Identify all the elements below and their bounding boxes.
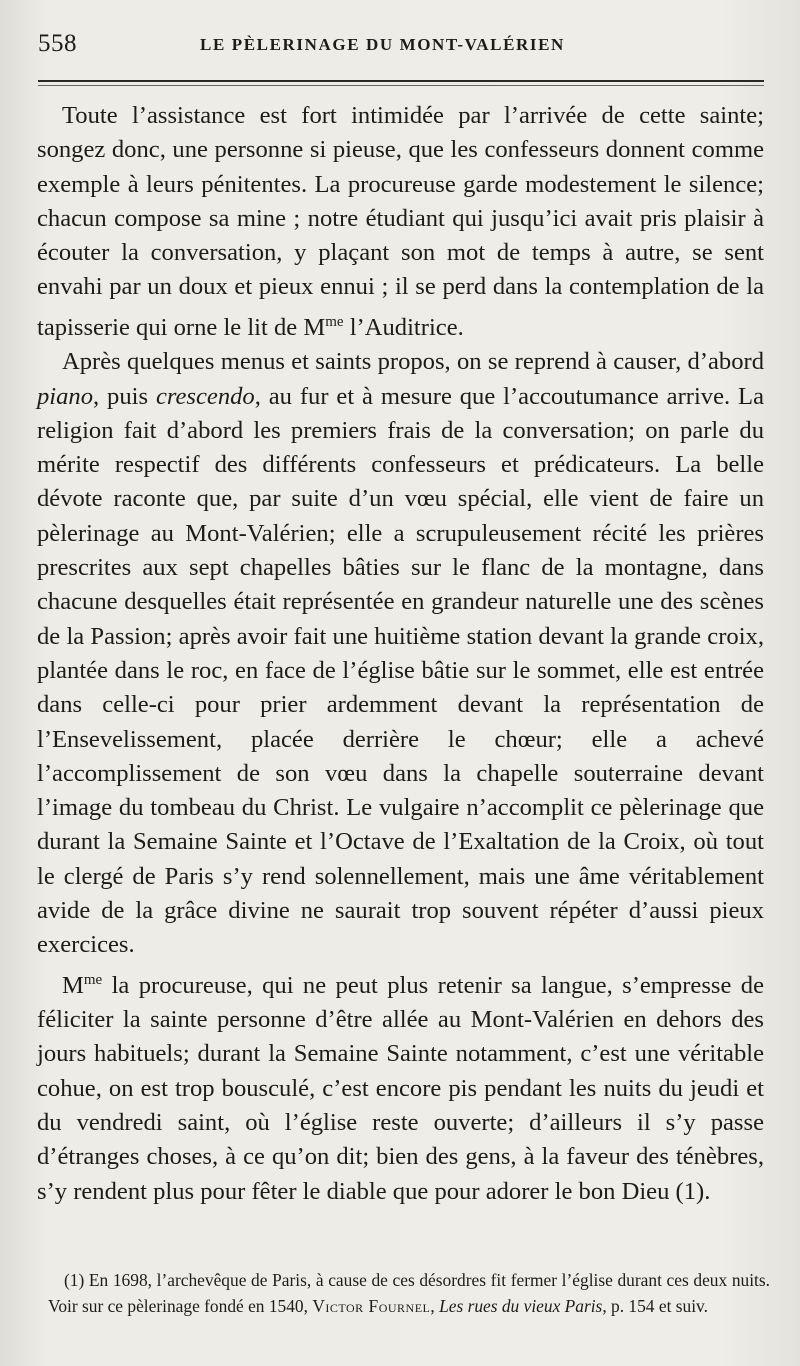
header-rule xyxy=(38,80,764,86)
mme-superscript: me xyxy=(83,971,103,988)
mme-abbreviation: M xyxy=(303,313,326,341)
mme-superscript: me xyxy=(325,313,344,330)
page-header xyxy=(38,30,760,70)
footnote-text-c: , p. 154 et suiv. xyxy=(602,1296,708,1316)
page-number: 558 xyxy=(38,30,77,57)
paragraph-2 xyxy=(37,345,764,962)
paragraph-2-text-c: , au fur et à mesure que l’accoutumance arrive. La religion fait d’abord les premiers frais de la conversation; on parle du mérite respectif des différents confesseurs et prédicateurs. La belle dévote raconte que, par suite d’un vœu spécial, elle vient de faire un pèlerinage au Mont-Valérien; elle a scrupuleusement récité les prières prescrites aux sept chapelles bâties sur le flanc de la montagne, dans chacune desquelles était représentée en grandeur naturelle une des scènes de la Passion; après avoir fait une huitième station devant la grande croix, plantée dans le roc, en face de l’église bâtie sur le sommet, elle est entrée dans celle-ci pour prier ardemment devant la représentation de l’Ensevelissement, placée derrière le chœur; elle a achevé l’accomplissement de son vœu dans la chapelle souterraine devant l’image du tombeau du Christ. Le vulgaire n’accomplit ce pèlerinage que durant la Semaine Sainte et l’Octave de l’Exaltation de la Croix, où tout le clergé de Paris s’y rend solennellement, mais une âme véritablement avide de la grâce divine ne saurait trop souvent répéter d’aussi pieux exercices. xyxy=(37,382,764,959)
footnote-text xyxy=(48,1267,770,1319)
paragraph-1-text: Toute l’assistance est fort intimidée par l’arrivée de cette sainte; songez donc, une personne si pieuse, que les confesseurs donnent comme exemple à leurs pénitentes. La procureuse garde modestement le silence; chacun compose sa mine ; notre étudiant qui jusqu’ici avait pris plaisir à écouter la conversation, y plaçant son mot de temps à autre, se sent envahi par un doux et pieux ennui ; il se perd dans la contemplation de la tapisserie qui orne le lit de xyxy=(37,102,764,341)
paragraph-2-text-b: , puis xyxy=(93,382,156,410)
footnote-book-title: Les rues du vieux Paris xyxy=(439,1296,603,1316)
paragraph-3 xyxy=(37,963,764,1209)
italic-piano: piano xyxy=(37,382,94,410)
body-text xyxy=(37,99,764,1209)
footnote xyxy=(48,1267,770,1319)
paragraph-1 xyxy=(37,99,764,345)
paragraph-1-end: l’Auditrice. xyxy=(343,313,464,341)
footnote-author: Victor Fournel xyxy=(312,1296,431,1316)
paragraph-2-text-a: Après quelques menus et saints propos, on se reprend à causer, d’abord xyxy=(62,348,764,376)
footnote-text-b: , xyxy=(430,1296,440,1316)
running-title: LE PÈLERINAGE DU MONT-VALÉRIEN xyxy=(200,35,565,54)
paragraph-3-text: la procureuse, qui ne peut plus retenir sa langue, s’empresse de féliciter la sainte personne d’être allée au Mont-Valérien en dehors des jours habituels; durant la Semaine Sainte notamment, c’est une véritable cohue, on est trop bousculé, c’est encore pis pendant les nuits du jeudi et du vendredi saint, où l’église reste ouverte; d’ailleurs il s’y passe d’étranges choses, à ce qu’on dit; bien des gens, à la faveur des ténèbres, s’y rendent plus pour fêter le diable que pour adorer le bon Dieu (1). xyxy=(37,971,764,1205)
italic-crescendo: crescendo xyxy=(155,382,255,410)
mme-abbreviation: M xyxy=(62,971,84,999)
footnote-text-a: (1) En 1698, l’archevêque de Paris, à cause de ces désordres fit fermer l’église durant ces deux nuits. Voir sur ce pèlerinage fondé en 1540, xyxy=(48,1270,770,1316)
